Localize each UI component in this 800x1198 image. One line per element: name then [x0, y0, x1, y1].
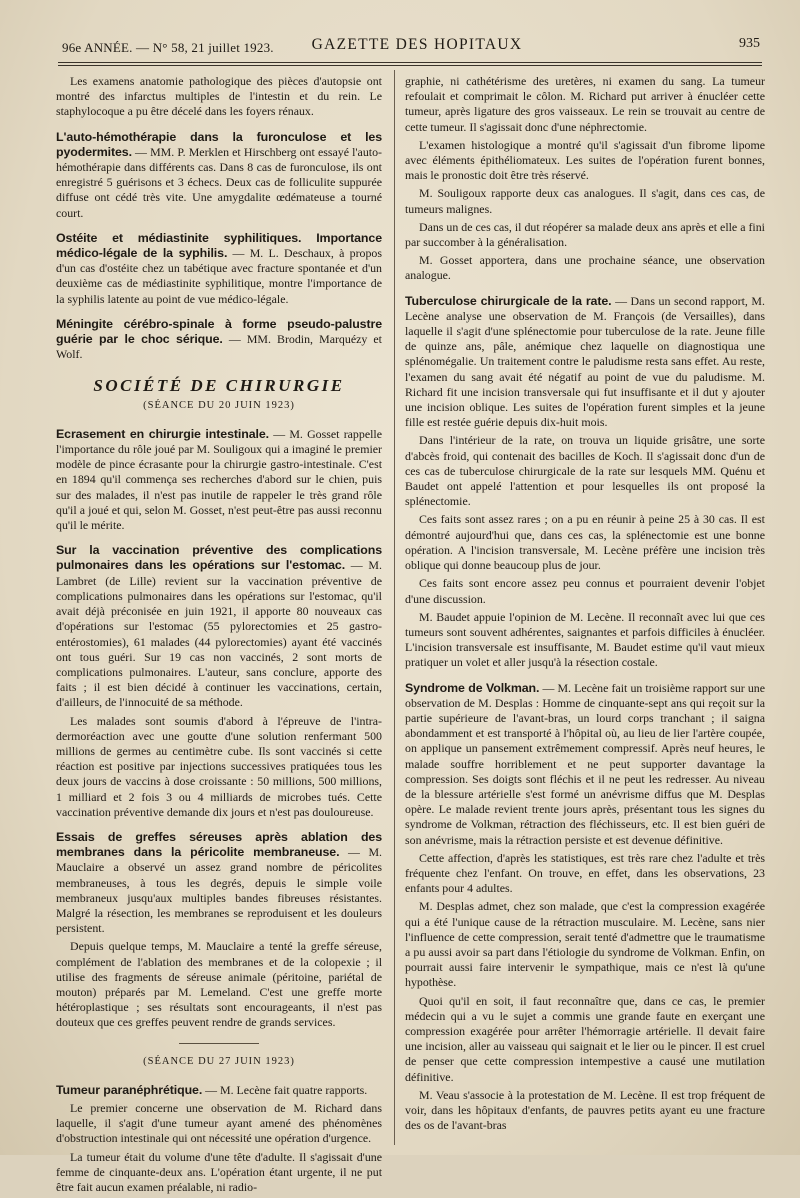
section-autohemotherapie [56, 130, 382, 221]
section-heading: Ostéite et médiastinite syphilitiques. Importance médico-légale de la syphilis. [56, 230, 382, 261]
section-heading: Tuberculose chirurgicale de la rate. [405, 293, 612, 308]
section-ecrasement [56, 427, 382, 533]
section-heading: Ecrasement en chirurgie intestinale. [56, 426, 269, 441]
section-volkman [405, 681, 765, 848]
paragraph: La tumeur était du volume d'une tête d'adulte. Il s'agissait d'une femme de cinquante-deux ans. L'opération étant urgente, il ne put être fait aucun examen préalable, ni radio- [56, 1149, 382, 1194]
column-divider [394, 70, 395, 1145]
section-tuberculose [405, 294, 765, 431]
paragraph: Quoi qu'il en soit, il faut reconnaître que, dans ce cas, le premier médecin qui a vu le sujet a commis une grande faute en exerçant une compression exagérée pour arrêter l'hémorragie artérielle. Il devait faire une incision, aller au vaisseau qui saignait et le lier ou le pincer. Il est cruel de penser que cette compression intempestive a causé une mutilation définitive. [405, 993, 765, 1084]
section-text: — M. Lambret (de Lille) revient sur la vaccination préventive de complications pulmonaires dans les opérations sur l'estomac, qu'il avait déjà préconisée en juin 1921, il apporte 80 nouveaux cas d'opérations sur l'estomac (55 pylorectomies et 25 gastro-entérostomies), 61 malades (44 pylorectomies) ayant été vaccinés ont tous guéri. Sur 19 cas non vaccinés, 2 sont morts de complications pulmonaires. L'auteur, sans conclure, apporte des faits ; il est bien décidé à continuer les vaccinations, certain, d'ailleurs, de l'innocuité de sa méthode. [56, 558, 382, 710]
section-text: — M. Lecène fait un troisième rapport sur une observation de M. Desplas : Homme de cinquante-sept ans qui reçoit sur la partie supérieure de l'avant-bras, un lourd corps tranchant ; il saigna abondamment et est transporté à l'hôpital où, au lieu de lier l'artère coupée, on applique un pansement extrêmement compressif. Après neuf heures, le malade souffre horriblement et ne peut supporter davantage la compression. Ses doigts sont fléchis et il ne peut les redresser. Au niveau de la blessure artérielle s'est formé un anévrisme diffus que M. Desplas opère. Le malade revient trente jours après, présentant tous les signes du syndrome de Volkman, rétraction des fléchisseurs, etc. Il est bien guéri de son anévrisme, mais la rétraction persiste et est devenue définitive. [405, 680, 766, 847]
paragraph: M. Baudet appuie l'opinion de M. Lecène. Il reconnaît avec lui que ces tumeurs sont souvent adhérentes, saignantes et parfois difficiles à énucléer. L'incision transversale est insuffisante, M. Baudet estime qu'il vaut mieux pratiquer un volet et aller jusqu'à la résection costale. [405, 609, 765, 670]
right-column [405, 74, 765, 1136]
paragraph: Les examens anatomie pathologique des pièces d'autopsie ont montré des infarctus multiples de l'intestin et du rein. Le staphylocoque a pu être décelé dans les foyers rénaux. [56, 74, 382, 119]
paragraph: M. Souligoux rapporte deux cas analogues. Il s'agit, dans ces cas, de tumeurs malignes. [405, 186, 765, 216]
section-heading: Méningite cérébro-spinale à forme pseudo-palustre guérie par le choc sérique. [56, 316, 382, 347]
section-text: — M. L. Deschaux, à propos d'un cas d'ostéite chez un tabétique avec fracture spontanée et d'un deuxième cas de médiastinite syphilitique, montre l'importance de la syphilis latente au point de vue médico-légale. [56, 246, 383, 306]
section-heading: Syndrome de Volkman. [405, 680, 540, 695]
page-header [62, 36, 772, 60]
section-text: — M. Gosset rappelle l'importance du rôle joué par M. Souligoux qui a imaginé le premier modèle de pince écrasante pour la chirurgie gastro-intestinale. C'est en 1894 qu'il commença ses recherches d'abord sur le chien, puis sur des malades, il n'est pas inutile de rappeler le très grand rôle qu'il a joué et qui, selon M. Gosset, n'est peut-être pas aussi reconnu qu'il le mérite. [56, 426, 382, 533]
paragraph: M. Desplas admet, chez son malade, que c'est la compression exagérée qui a été l'unique cause de la rétraction musculaire. M. Lecène, sans nier l'influence de cette compression, serait tenté d'admettre que le traumatisme a pu aussi avoir sa part dans l'étiologie du syndrome de Volkman. Enfin, on pourrait aussi faire intervenir le sympathique, mais ce n'est là qu'une hypothèse. [405, 899, 765, 990]
paragraph: Le premier concerne une observation de M. Richard dans laquelle, il s'agit d'une tumeur ayant amené des phénomènes d'obstruction intestinale qui ont nécessité une opération d'urgence. [56, 1100, 382, 1146]
separator-rule [179, 1043, 259, 1044]
paragraph: graphie, ni cathétérisme des uretères, ni examen du sang. La tumeur refoulait et comprimait le côlon. M. Richard put arriver à énucléer cette tumeur, après ligature des gros vaisseaux. Le rein se trouvait au centre de cette tumeur. Il s'agissait donc d'une néphrectomie. [405, 74, 765, 134]
section-text: — M. Lecène fait quatre rapports. [202, 1082, 368, 1097]
seance-date: (SÉANCE DU 20 JUIN 1923) [143, 399, 295, 411]
section-heading: Essais de greffes séreuses après ablation des membranes dans la péricolite membraneuse. [56, 829, 382, 860]
paragraph: Dans un de ces cas, il dut réopérer sa malade deux ans après et elle a fini par succomber à la généralisation. [405, 219, 765, 250]
paragraph: Depuis quelque temps, M. Mauclaire a tenté la greffe séreuse, complément de l'ablation des membranes et de la colopexie ; il utilise des fragments de séreuse animale (péritoine, pariétal de mouton) préparés par M. Lemeland. C'est une greffe morte hétéroplastique ; ses résultats sont encourageants, il n'est pas douteux que ces greffes peuvent rendre de grands services. [56, 939, 382, 1030]
issue-info: 96e ANNÉE. — N° 58, 21 juillet 1923. [62, 40, 274, 55]
section-heading: Tumeur paranéphrétique. [56, 1082, 203, 1097]
section-text: — MM. P. Merklen et Hirschberg ont essayé l'auto-hémothérapie dans différents cas. Dans 8 cas de furonculose, ils ont enregistré 5 guérisons et 3 échecs. Deux cas de folliculite suppurée diffuse ont cédé très vite. Une amygdalite œdémateuse a tourné court. [56, 144, 382, 220]
section-meningite [56, 317, 382, 363]
paragraph: Ces faits sont assez rares ; on a pu en réunir à peine 25 à 30 cas. Il est démontré aujourd'hui que, dans ces cas, la splénectomie est une bonne opération. A l'incision transversale, M. Lecène préfère une incision très oblique qui donne beaucoup plus de jour. [405, 512, 765, 573]
page-number: 935 [739, 36, 760, 51]
section-text: — M. Mauclaire a observé un assez grand nombre de péricolites membraneuses, à tous les degrés, depuis le simple voile membraneux jusqu'aux multiples bandes fibreuses résistantes. Malgré la résection, les membranes se reproduisent et les douleurs persistent. [56, 845, 382, 936]
journal-title: GAZETTE DES HOPITAUX [311, 36, 523, 53]
section-vaccination [56, 543, 382, 710]
paragraph: Cette affection, d'après les statistiques, est très rare chez l'adulte et très fréquente chez l'enfant. On trouve, en effet, dans les observations, 23 enfants pour 4 adultes. [405, 850, 765, 896]
paragraph: Ces faits sont encore assez peu connus et pourraient devenir l'objet d'une discussion. [405, 576, 765, 606]
section-greffes [56, 830, 382, 936]
paragraph: M. Gosset apportera, dans une prochaine séance, une observation analogue. [405, 253, 765, 283]
section-osteite [56, 231, 382, 307]
paragraph: Les malades sont soumis d'abord à l'épreuve de l'intra-dermoréaction avec une goutte d'une solution renfermant 500 millions de germes au centimètre cube. Ils sont vaccinés si cette réaction est positive par injections successives pratiquées tous les deux jours de vaccins à dose croissante : 50 millions, 500 millions, 1 milliard et 2 fois 3 ou 4 milliards de microbes tués. Cette vaccination préventive demande dix jours et n'est pas douloureuse. [56, 713, 382, 819]
paragraph: M. Veau s'associe à la protestation de M. Lecène. Il est trop fréquent de voir, dans les hôpitaux d'enfants, de pauvres petits ayant eu une fracture des os de l'avant-bras [405, 1087, 765, 1133]
seance-date: (SÉANCE DU 27 JUIN 1923) [143, 1055, 295, 1067]
section-text: — Dans un second rapport, M. Lecène analyse une observation de M. François (de Versailles), dans laquelle il s'agit d'une splénectomie pour tuberculose de la rate. Jeune fille de quinze ans, pâle, anémique chez laquelle on diagnostiqua une splénomégalie. Un traitement contre le paludisme resta sans effet. Au reste, l'examen du sang avait été négatif au point de vue du paludisme. M. Richard fit une incision transversale qui fut insuffisante et il dut y ajouter une incision oblique. Les suites de l'opération furent simples et la jeune fille est restée guérie depuis dix-huit mois. [405, 293, 765, 430]
section-tumeur [56, 1083, 382, 1098]
society-title: SOCIÉTÉ DE CHIRURGIE [93, 376, 345, 396]
paragraph: Dans l'intérieur de la rate, on trouva un liquide grisâtre, une sorte d'abcès froid, qui contenait des bacilles de Koch. Il s'agissait donc d'un de ces cas de tuberculose chirurgicale de la rate sur lesquels MM. Quénu et Baudet ont appelé l'attention et pour lesquelles ils ont proposé la splénectomie. [405, 433, 765, 509]
section-heading: L'auto-hémothérapie dans la furonculose et les pyodermites. [56, 129, 382, 159]
section-text: — MM. Brodin, Marquézy et Wolf. [56, 332, 382, 362]
header-rule [58, 62, 762, 63]
header-rule-secondary [58, 65, 762, 66]
paragraph: L'examen histologique a montré qu'il s'agissait d'un fibrome lipome avec éléments épithéliomateux. Les suites de l'opération furent bonnes, mais le pronostic doit être très réservé. [405, 137, 765, 183]
left-column [56, 74, 382, 1198]
section-heading: Sur la vaccination préventive des complications pulmonaires dans les opérations sur l'estomac. [56, 543, 382, 573]
